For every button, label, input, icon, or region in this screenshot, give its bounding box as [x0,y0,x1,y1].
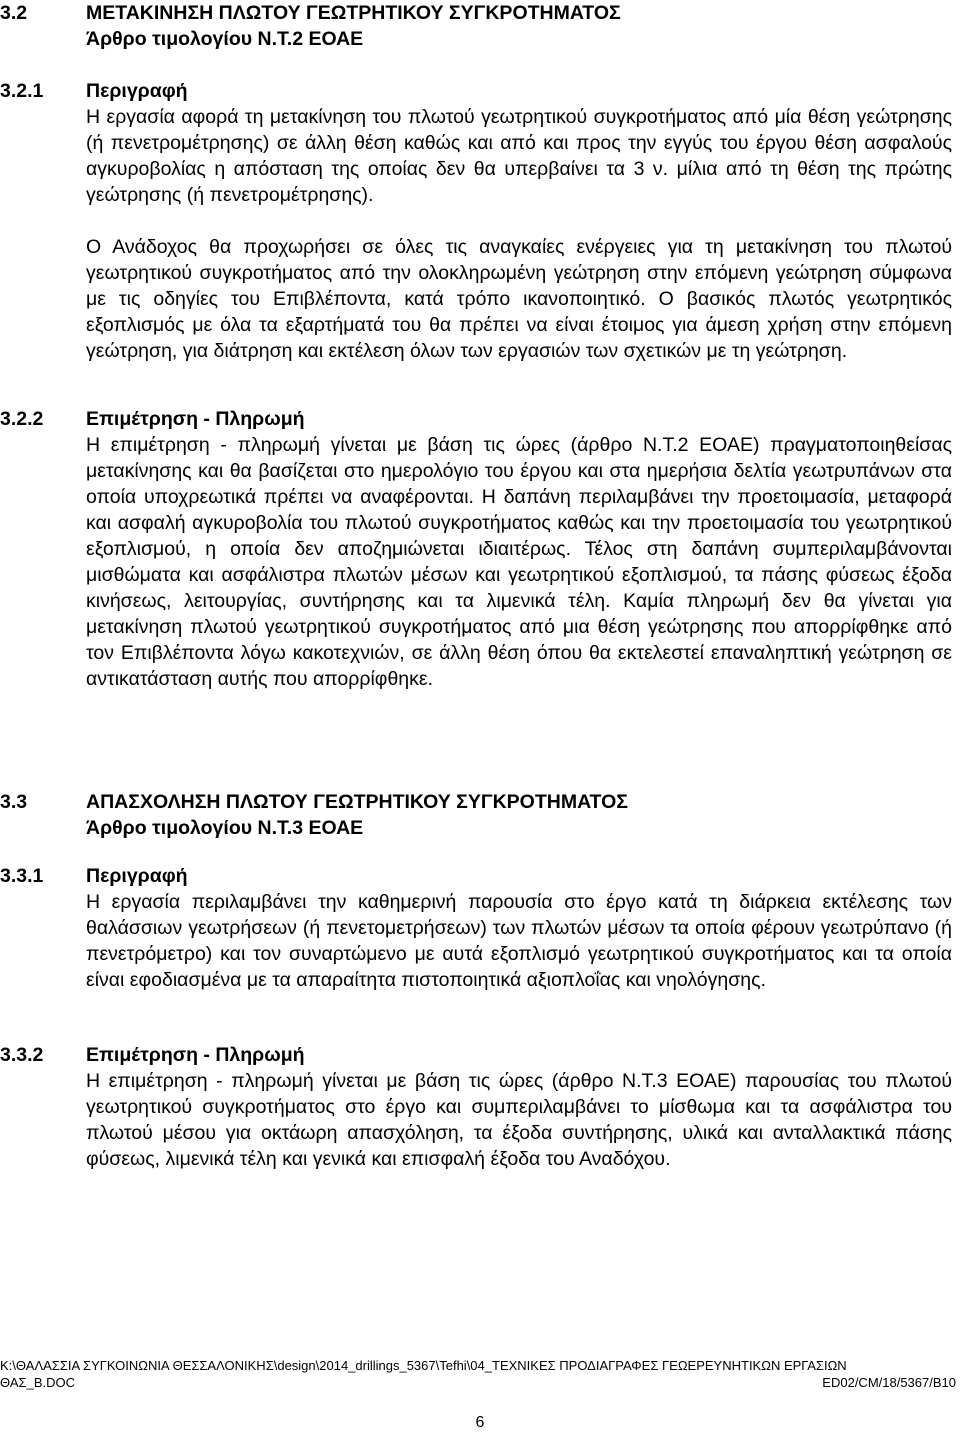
paragraph: Η επιμέτρηση - πληρωμή γίνεται με βάση τις ώρες (άρθρο Ν.Τ.2 ΕΟΑΕ) πραγματοποιηθείσας μετακίνησης και θα βασίζεται στο ημερολόγιο του έργου και στα ημερήσια δελτία γεωτρυπάνων στα οποία υποχρεωτικά πρέπει να αναφέρονται. Η δαπάνη περιλαμβάνει την προετοιμασία, μεταφορά και ασφαλή αγκυροβολία του πλωτού συγκροτήματος καθώς και την προετοιμασία του γεωτρητικού εξοπλισμού, η οποία δεν αποζημιώνεται ιδιαιτέρως. Τέλος στη δαπάνη συμπεριλαμβάνονται μισθώματα και ασφάλιστρα πλωτών μέσων και γεωτρητικού εξοπλισμού, τα πάσης φύσεως έξοδα κινήσεως, λειτουργίας, συντήρησης και τα λιμενικά τέλη. Καμία πληρωμή δεν θα γίνεται για μετακίνηση πλωτού γεωτρητικού συγκροτήματος από μια θέση γεώτρησης που απορρίφθηκε από τον Επιβλέποντα λόγω κακοτεχνιών, σε άλλη θέση όπου θα εκτελεστεί επαναληπτική γεώτρηση σε αντικατάσταση αυτής που απορρίφθηκε. [86,434,952,690]
subsection-number: 3.3.1 [0,865,44,887]
footer-file-path: Κ:\ΘΑΛΑΣΣΙΑ ΣΥΓΚΟΙΝΩΝΙΑ ΘΕΣΣΑΛΟΝΙΚΗΣ\design\2014_drillings_5367\Tefhi\04_ΤΕΧΝΙΚΕΣ ΠΡΟΔΙΑΓΡΑΦΕΣ ΓΕΩΕΡΕΥΝΗΤΙΚΩΝ ΕΡΓΑΣΙΩΝ [0,1358,847,1373]
page-number: 6 [475,1414,485,1431]
section-title: ΜΕΤΑΚΙΝΗΣΗ ΠΛΩΤΟΥ ΓΕΩΤΡΗΤΙΚΟΥ ΣΥΓΚΡΟΤΗΜΑΤΟΣ [86,2,621,24]
article-reference: Άρθρο τιμολογίου Ν.Τ.2 ΕΟΑΕ [86,28,364,50]
subsection-heading: Περιγραφή [86,865,188,887]
paragraph: Ο Ανάδοχος θα προχωρήσει σε όλες τις αναγκαίες ενέργειες για τη μετακίνηση του πλωτού γεωτρητικού συγκροτήματος από την ολοκληρωμένη γεώτρηση στην επόμενη γεώτρηση σύμφωνα με τις οδηγίες του Επιβλέποντα, κατά τρόπο ικανοποιητικό. Ο βασικός πλωτός γεωτρητικός εξοπλισμός με όλα τα εξαρτήματά του θα πρέπει να είναι έτοιμος για άμεση χρήση στην επόμενη γεώτρηση, για διάτρηση και εκτέλεση όλων των εργασιών των σχετικών με τη γεώτρηση. [86,236,952,362]
paragraph: Η εργασία περιλαμβάνει την καθημερινή παρουσία στο έργο κατά τη διάρκεια εκτέλεσης των θαλάσσιων γεωτρήσεων (ή πενετομετρήσεων) των πλωτών μέσων τα οποία φέρουν γεωτρύπανο (ή πενετρόμετρο) και τον συναρτώμενο με αυτά εξοπλισμό γεωτρητικού συγκροτήματος και τα οποία είναι εφοδιασμένα με τα απαραίτητα πιστοποιητικά αξιοπλοΐας και νηολόγησης. [86,891,952,991]
section-number: 3.3 [0,791,28,813]
paragraph: Η επιμέτρηση - πληρωμή γίνεται με βάση τις ώρες (άρθρο Ν.Τ.3 ΕΟΑΕ) παρουσίας του πλωτού γεωτρητικού συγκροτήματος στο έργο και συμπεριλαμβάνει το μίσθωμα και τα ασφάλιστρα του πλωτού μέσου για οκτάωρη απασχόληση, τα έξοδα συντήρησης, υλικά και ανταλλακτικά πάσης φύσεως, λιμενικά τέλη και γενικά και επισφαλή έξοδα του Αναδόχου. [86,1070,952,1170]
subsection-number: 3.3.2 [0,1044,44,1066]
subsection-number: 3.2.1 [0,80,44,102]
subsection-heading: Επιμέτρηση - Πληρωμή [86,1044,305,1066]
subsection-heading: Επιμέτρηση - Πληρωμή [86,408,305,430]
section-title: ΑΠΑΣΧΟΛΗΣΗ ΠΛΩΤΟΥ ΓΕΩΤΡΗΤΙΚΟΥ ΣΥΓΚΡΟΤΗΜΑΤΟΣ [86,791,628,813]
subsection-heading: Περιγραφή [86,80,188,102]
article-reference: Άρθρο τιμολογίου Ν.Τ.3 ΕΟΑΕ [86,817,364,839]
paragraph: Η εργασία αφορά τη μετακίνηση του πλωτού γεωτρητικού συγκροτήματος από μία θέση γεώτρησης (ή πενετρομέτρησης) σε άλλη θέση καθώς και από και προς την εγγύς του έργου θέση ασφαλούς αγκυροβολίας η απόσταση της οποίας δεν θα υπερβαίνει τα 3 ν. μίλια από τη θέση της πρώτης γεώτρησης (ή πενετρομέτρησης). [86,106,952,206]
footer-document-code: ED02/CM/18/5367/B10 [822,1375,956,1390]
footer-file-name: ΘΑΣ_Β.DOC [0,1375,75,1390]
subsection-number: 3.2.2 [0,408,44,430]
section-number: 3.2 [0,2,28,24]
